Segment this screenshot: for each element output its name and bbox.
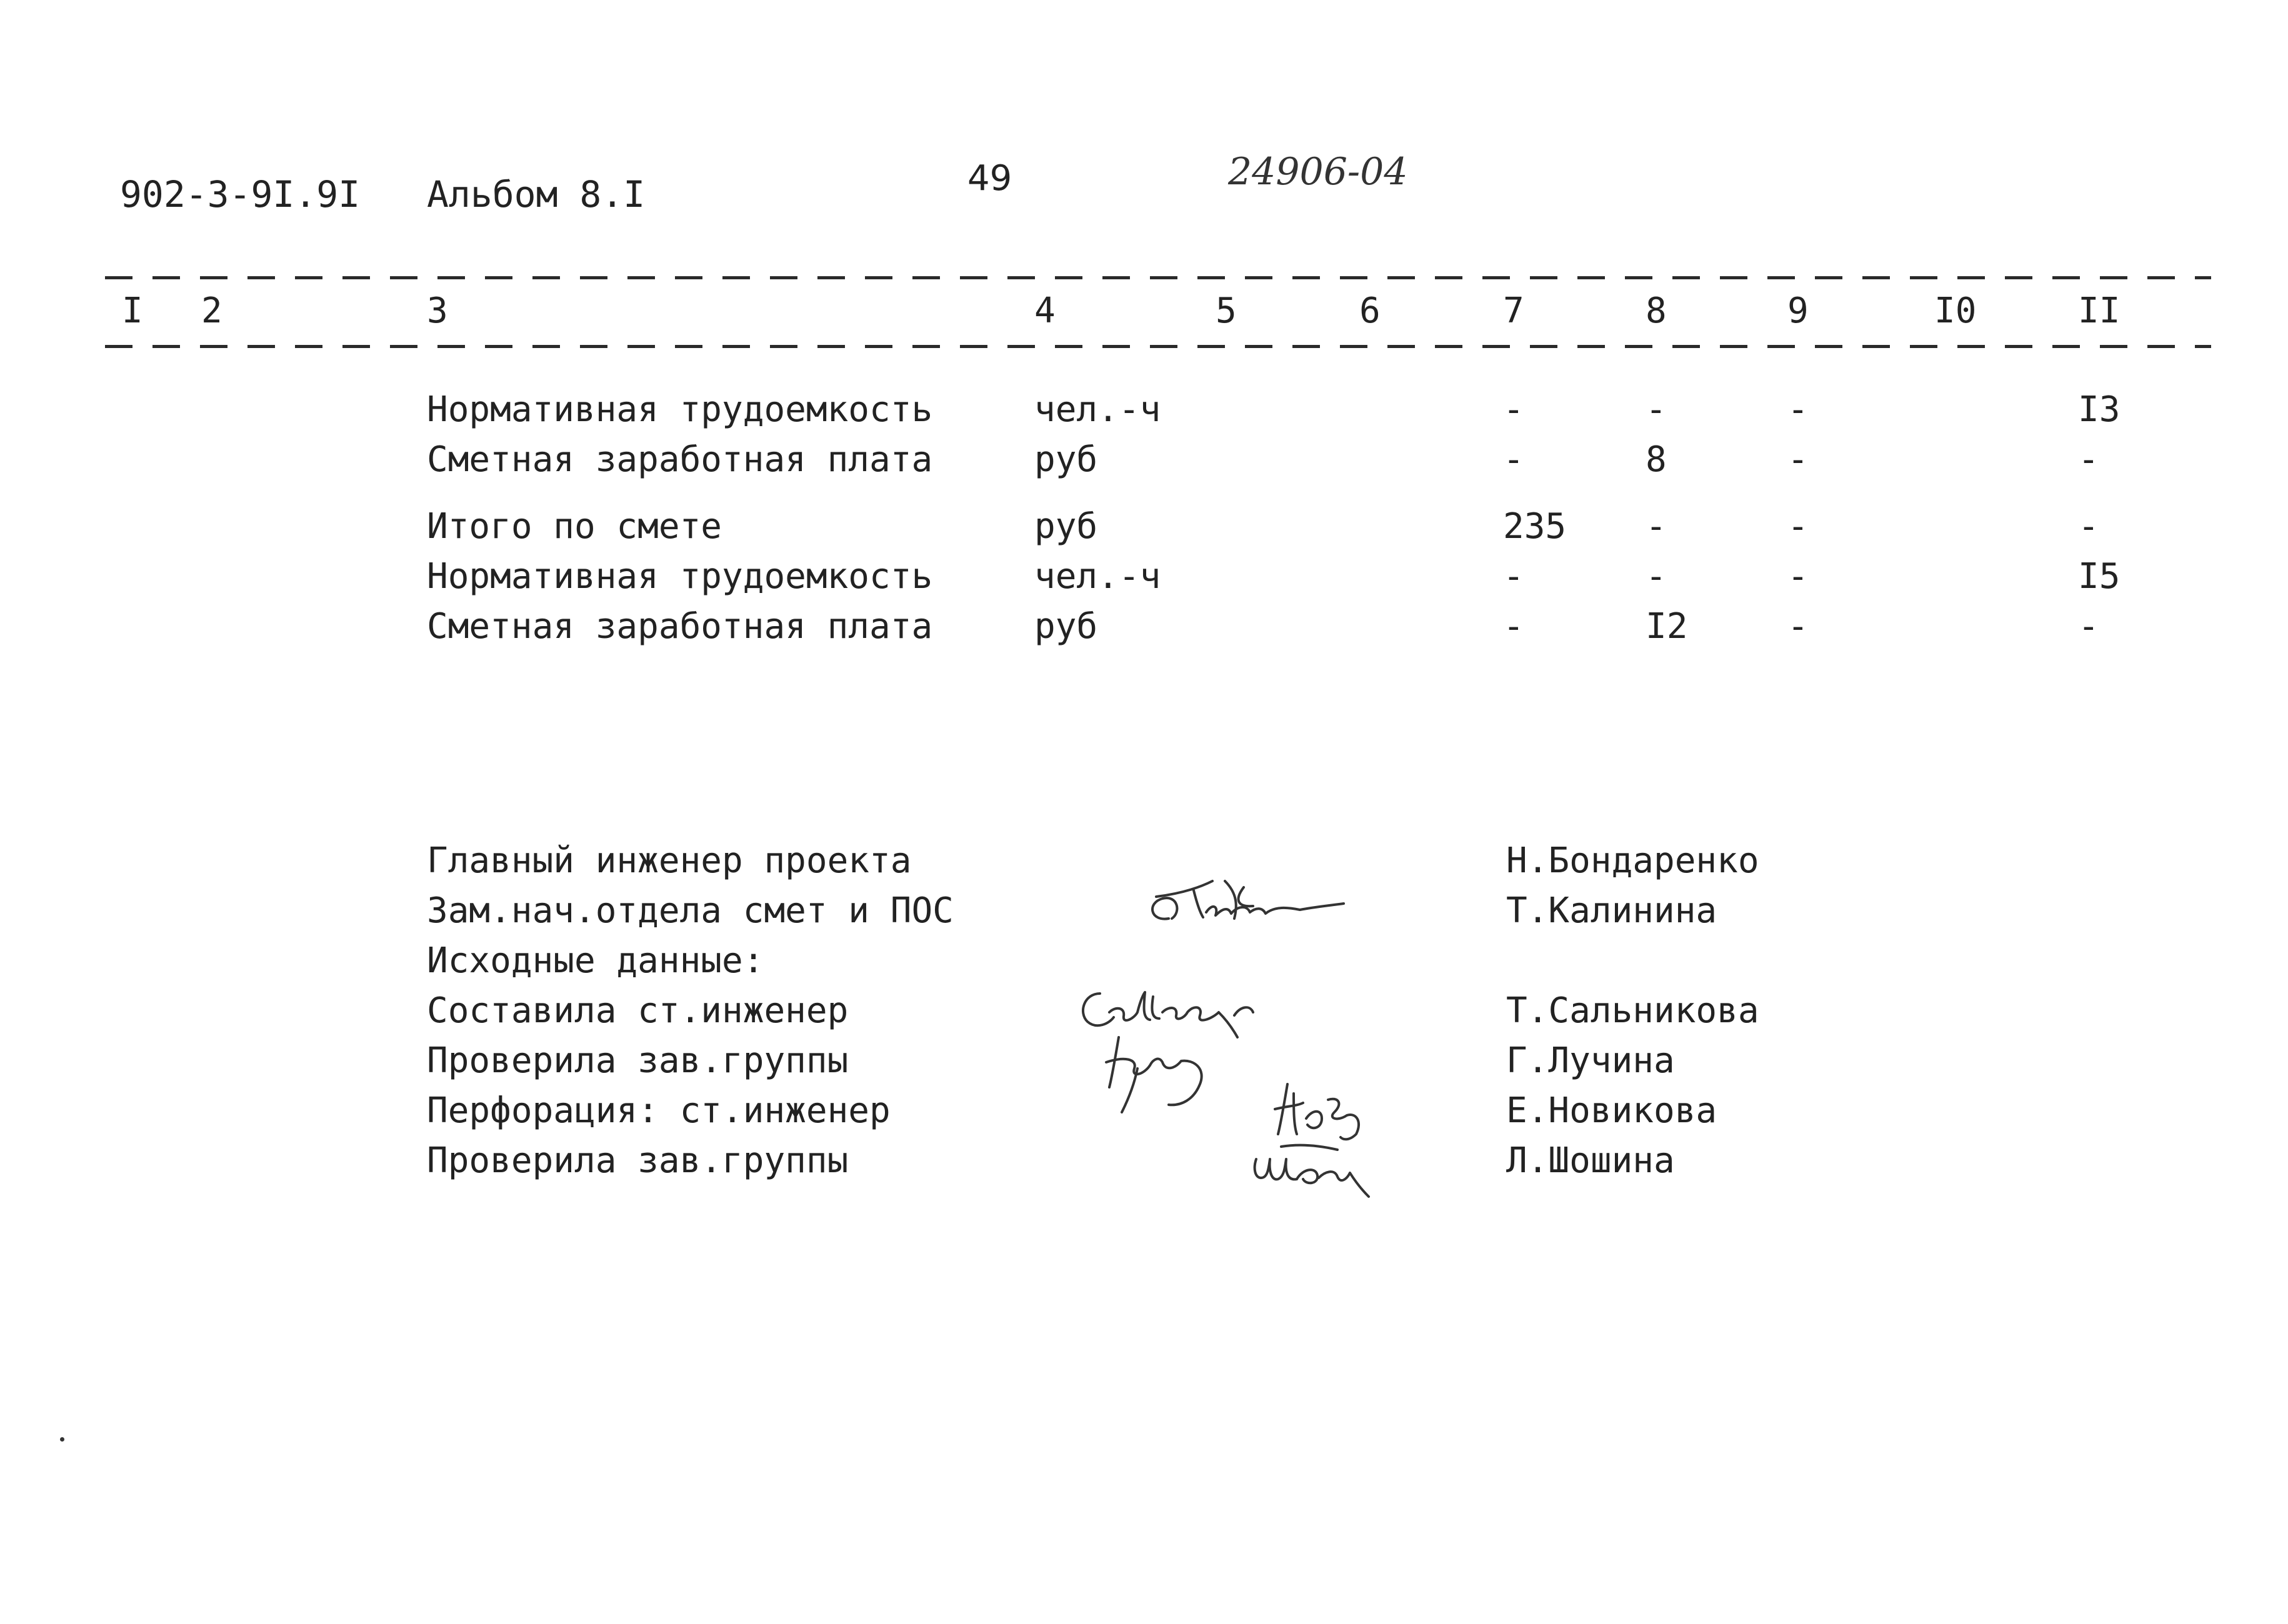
autograph-luchina [1100,1025,1244,1118]
row-col8: - [1646,389,1667,430]
signature-role: Зам.нач.отдела смет и ПОС [427,890,954,931]
row-col11: - [2078,606,2099,647]
row-col8: - [1646,506,1667,547]
signature-role: Проверила зав.группы [427,1040,849,1081]
autograph-novikova [1269,1075,1394,1143]
row-unit: руб [1034,606,1098,647]
table-top-rule [105,276,2211,279]
album-label: Альбом 8.I [427,173,646,216]
column-header-2: 2 [201,291,222,331]
signature-name: Н.Бондаренко [1506,840,1759,881]
column-header-9: 9 [1787,291,1809,331]
row-label: Сметная заработная плата [427,439,933,480]
column-header-10: I0 [1934,291,1977,331]
row-label: Нормативная трудоемкость [427,389,933,430]
scan-speck [60,1437,64,1442]
page-number: 49 [967,158,1012,199]
inventory-number: 24906-04 [1228,150,1408,194]
row-unit: руб [1034,439,1098,480]
row-col7: - [1503,606,1524,647]
signature-name: Л.Шошина [1506,1140,1675,1181]
table-header-rule [105,345,2211,348]
row-unit: чел.-ч [1034,389,1161,430]
document-code: 902-3-9I.9I [120,173,361,216]
column-header-6: 6 [1359,291,1381,331]
signature-role: Исходные данные: [427,940,764,981]
column-header-11: II [2078,291,2121,331]
column-header-3: 3 [427,291,448,331]
row-col7: - [1503,556,1524,597]
row-col9: - [1787,439,1809,480]
row-label: Сметная заработная плата [427,606,933,647]
autograph-kalinina [1144,869,1350,937]
row-label: Итого по смете [427,506,722,547]
autograph-shoshina [1244,1134,1394,1203]
row-col11: I3 [2078,389,2121,430]
row-col9: - [1787,606,1809,647]
column-header-1: I [122,291,143,331]
row-col8: I2 [1646,606,1688,647]
row-col11: - [2078,439,2099,480]
row-col9: - [1787,389,1809,430]
row-unit: чел.-ч [1034,556,1161,597]
signature-role: Проверила зав.группы [427,1140,849,1181]
signature-name: Е.Новикова [1506,1090,1717,1131]
column-header-5: 5 [1216,291,1237,331]
column-header-4: 4 [1034,291,1056,331]
signature-role: Главный инженер проекта [427,840,912,881]
signature-role: Перфорация: ст.инженер [427,1090,891,1131]
signature-name: Г.Лучина [1506,1040,1675,1081]
row-col11: I5 [2078,556,2121,597]
row-col7: - [1503,389,1524,430]
row-col9: - [1787,506,1809,547]
signature-name: Т.Калинина [1506,890,1717,931]
signature-role: Составила ст.инженер [427,990,849,1031]
row-label: Нормативная трудоемкость [427,556,933,597]
row-col7: - [1503,439,1524,480]
column-header-7: 7 [1503,291,1524,331]
row-col11: - [2078,506,2099,547]
signature-name: Т.Сальникова [1506,990,1759,1031]
row-col9: - [1787,556,1809,597]
row-col8: 8 [1646,439,1667,480]
row-col8: - [1646,556,1667,597]
row-col7: 235 [1503,506,1567,547]
column-header-8: 8 [1646,291,1667,331]
row-unit: руб [1034,506,1098,547]
